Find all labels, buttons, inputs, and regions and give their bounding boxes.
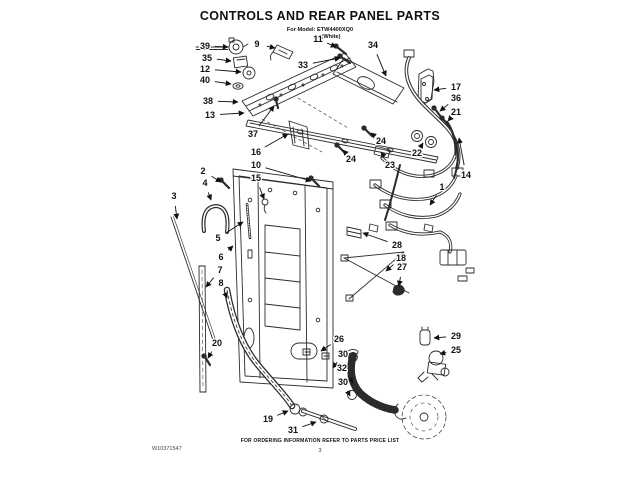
water-level-switch-art	[229, 38, 248, 54]
svg-text:38: 38	[202, 96, 214, 107]
callout-15	[251, 173, 264, 199]
svg-text:5: 5	[215, 233, 221, 244]
svg-text:36: 36	[450, 93, 462, 104]
brace-art	[341, 224, 433, 301]
callout-3	[171, 191, 177, 219]
svg-text:25: 25	[450, 345, 462, 356]
svg-text:39: 39	[199, 41, 211, 52]
callout-6	[218, 246, 233, 262]
svg-text:12: 12	[199, 64, 211, 75]
svg-text:20: 20	[211, 338, 223, 349]
callout-13	[205, 110, 244, 120]
svg-text:19: 19	[262, 414, 274, 425]
model-line: For Model: ETW4400XQ0	[286, 27, 354, 33]
svg-text:14: 14	[460, 170, 472, 181]
callout-25	[440, 345, 461, 355]
callout-19	[263, 411, 288, 424]
hinge-bracket-art	[262, 97, 319, 213]
svg-text:34: 34	[367, 40, 379, 51]
svg-text:29: 29	[450, 331, 462, 342]
svg-text:30: 30	[337, 377, 349, 388]
splash-guide-art	[394, 395, 446, 439]
svg-text:7: 7	[217, 265, 223, 276]
callout-21	[448, 107, 461, 121]
svg-text:15: 15	[250, 173, 262, 184]
trim-strip-art	[199, 266, 206, 392]
drain-hose-art	[227, 290, 355, 429]
svg-text:9: 9	[254, 39, 260, 50]
svg-text:13: 13	[204, 110, 216, 121]
svg-text:37: 37	[247, 129, 259, 140]
callout-9	[254, 39, 275, 49]
pump-art	[418, 351, 449, 382]
svg-text:35: 35	[201, 53, 213, 64]
svg-text:6: 6	[218, 252, 224, 263]
svg-text:4: 4	[202, 178, 208, 189]
svg-text:10: 10	[250, 160, 262, 171]
svg-text:30: 30	[337, 349, 349, 360]
callout-33	[298, 58, 340, 70]
callout-17	[434, 82, 461, 92]
callout-37	[248, 106, 274, 139]
callout-29	[434, 331, 461, 341]
svg-text:8: 8	[218, 278, 224, 289]
callout-40	[200, 75, 231, 85]
console-shield-art	[333, 58, 404, 104]
svg-text:11: 11	[313, 34, 323, 45]
svg-text:3: 3	[171, 191, 177, 202]
svg-text:26: 26	[333, 334, 345, 345]
lid-switch-art	[270, 45, 293, 60]
svg-text:17: 17	[450, 82, 462, 93]
page-number: 3	[318, 448, 322, 454]
callout-27	[397, 262, 407, 286]
svg-text:28: 28	[391, 240, 403, 251]
svg-text:40: 40	[199, 75, 211, 86]
svg-text:1: 1	[439, 182, 445, 193]
svg-text:32: 32	[336, 363, 348, 374]
svg-text:18: 18	[395, 253, 407, 264]
finish-line: (White)	[321, 34, 341, 40]
svg-text:33: 33	[297, 60, 309, 71]
svg-text:21: 21	[450, 107, 462, 118]
svg-text:24: 24	[375, 136, 387, 147]
svg-text:27: 27	[396, 262, 408, 273]
corrugated-hose-art	[348, 350, 396, 411]
callout-34	[368, 40, 386, 76]
callout-28	[363, 233, 402, 250]
svg-text:31: 31	[287, 425, 299, 436]
capacitor-art	[420, 327, 430, 345]
callout-38	[203, 96, 238, 106]
svg-text:16: 16	[250, 147, 262, 158]
ordering-note: FOR ORDERING INFORMATION REFER TO PARTS PRICE LIST	[240, 438, 400, 444]
svg-text:22: 22	[411, 148, 423, 159]
callout-20	[208, 338, 222, 358]
callout-31	[288, 422, 316, 435]
callout-30	[338, 377, 350, 396]
grommets-art	[412, 131, 437, 148]
svg-text:24: 24	[345, 154, 357, 165]
page-title: CONTROLS AND REAR PANEL PARTS	[199, 9, 441, 23]
svg-text:2: 2	[200, 166, 206, 177]
callout-14	[459, 138, 471, 180]
document-number: W10371547	[152, 446, 182, 452]
svg-text:23: 23	[384, 160, 396, 171]
callout-4	[202, 178, 211, 200]
callout-22	[412, 143, 423, 158]
callout-35	[202, 53, 231, 63]
switch-art	[233, 56, 255, 89]
